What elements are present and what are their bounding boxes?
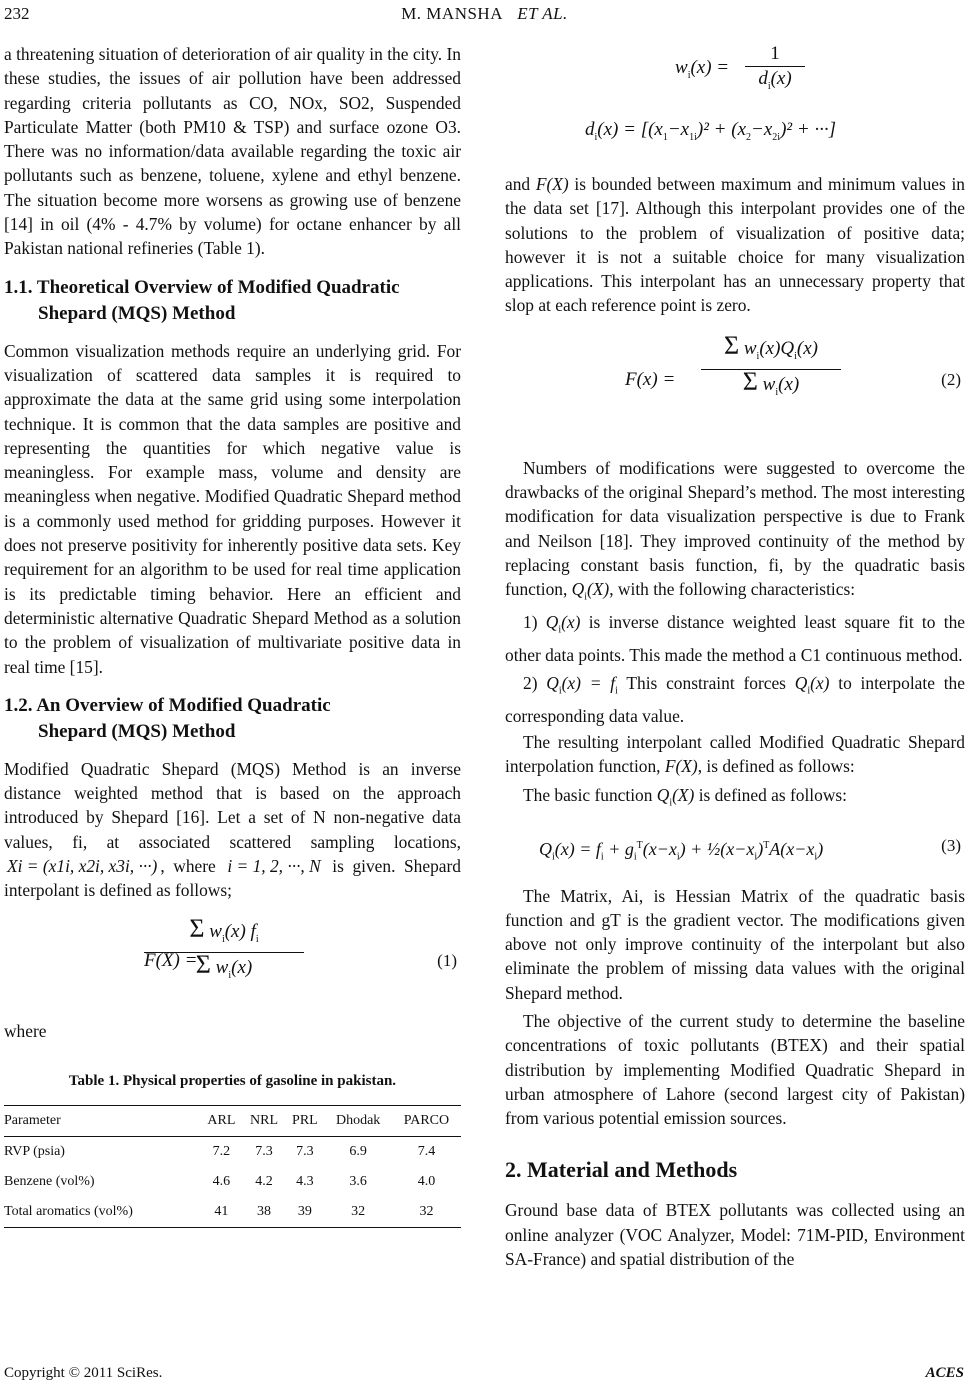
equation-2-number: (2) (941, 369, 961, 389)
where-label: where (4, 1020, 47, 1041)
gasoline-properties-table (4, 1105, 461, 1228)
section-heading-1-2: 1.2. An Overview of Modified Quadratic Shepard (MQS) Method (4, 694, 331, 742)
index-range-formula: i = 1, 2, ···, N (227, 856, 321, 877)
characteristic-1: 1) $Q_i(x)$ is inverse distance weighted least square fit to the other data points. This made the method a C1 continuous method. (505, 612, 965, 665)
journal-name: ACES (925, 1365, 964, 1381)
equation-2: F(x) = $\frac{\Sigma w_i(x)Q_i(x)}{\Sigma w_i(x)}$ (2) (625, 330, 961, 398)
table-row: Total aromatics (vol%) 41 38 39 32 32 (4, 1197, 461, 1228)
mqs-theory-paragraph: Common visualization methods require an underlying grid. For visualization of scattered data samples it is required to approximate the data at the same grid using some interpolation technique. It is common that the data samples are positive and representing the quantities for which negative value is meaningless. For example mass, volume and density are meaningless when negative. Modified Quadratic Shepard method is a commonly used method for gridding purposes. However it does not preserve positivity for inherently positive data sets. Key requirement for an algorithm to be used for real time application is its predictable timing behavior. Here an efficient and deterministic alternative Quadratic Shepard Method as a solution to the problem of visualization of multivariate positive data in real time [15]. (4, 340, 461, 677)
modifications-paragraph: Numbers of modifications were suggested to overcome the drawbacks of the original Shepard’s method. The most interesting modification for data visualization perspective is due to Frank and Neilson [18]. They improved continuity of the method by replacing constant basis function, fi, by the quadratic basis function, $Q_i(X)$, with the following characteristics: (505, 457, 965, 603)
table-row: RVP (psia) 7.2 7.3 7.3 6.9 7.4 (4, 1144, 436, 1160)
copyright: Copyright © 2011 SciRes. (4, 1365, 163, 1381)
table-header-row: Parameter ARL NRL PRL Dhodak PARCO (4, 1106, 461, 1137)
section-heading-2: 2. Material and Methods (505, 1157, 738, 1183)
hessian-paragraph: The Matrix, Ai, is Hessian Matrix of the quadratic basis function and gT is the gradient vector. The modifications given above not only improve continuity of the interpolant but also eliminate the problem of missing data values with the original Shepard method. (505, 885, 965, 1003)
section-heading-1-1: 1.1. Theoretical Overview of Modified Quadratic Shepard (MQS) Method (4, 276, 400, 324)
equation-1: $\frac{\Sigma w_i(x) f_i}{\Sigma w_i(x)}$ F(X) = (1) (144, 913, 457, 981)
equation-3: $Q_i(x) = f_i + g_i^T(x-x_i)$ + $\frac{1}{2}(x-x_i)^TA(x-x_i)$ (3) (539, 835, 961, 863)
author-name: M. MANSHA (401, 4, 503, 23)
basic-function-paragraph: The basic function $Q_i(X)$ is defined as follows: (523, 784, 847, 809)
bounded-paragraph: and F(X) is bounded between maximum and minimum values in the data set [17]. Although this interpolant provides one of the solutions to the problem of visualization of positive data; however it is not a suitable choice for many visualization applications. This interpolant has an unnecessary property that slop at each reference point is zero. (505, 174, 965, 316)
table-row: Benzene (vol%) 4.6 4.2 4.3 3.6 4.0 (4, 1174, 436, 1190)
page-number: 232 (4, 4, 30, 23)
characteristic-2: 2) $Q_i(x) = f_i$ This constraint forces $Q_i(x)$ to interpolate the corresponding data value. (505, 673, 965, 726)
objective-paragraph: The objective of the current study to determine the baseline concentrations of toxic pollutants (BTEX) and their spatial distribution by implementing Modified Quadratic Shepard in urban atmosphere of Lahore (second largest city of Pakistan) from various potential emission sources. (505, 1011, 965, 1129)
table-1-caption: Table 1. Physical properties of gasoline in pakistan. (68, 1072, 397, 1089)
mqs-overview-paragraph: Modified Quadratic Shepard (MQS) Method is an inverse distance weighted method that is based on the approach introduced by Shepard [16]. Let a set of N non-negative data values, fi, at associated scattered sampling locations, Xi = (x1i, x2i, x3i, ···) , where i = 1, 2, ···, N is given. Shepard interpolant is defined as follows; (4, 758, 461, 901)
equation-1-number: (1) (437, 950, 457, 970)
page-header (0, 4, 969, 28)
running-head (0, 4, 969, 24)
page-footer (4, 1365, 964, 1382)
equation-3-number: (3) (941, 835, 961, 855)
sampling-locations-formula: Xi = (x1i, x2i, x3i, ···) (7, 856, 158, 877)
right-column (505, 42, 965, 1271)
resulting-interpolant-paragraph: The resulting interpolant called Modified Quadratic Shepard interpolation function, F(X), is defined as follows: (505, 732, 965, 777)
intro-paragraph: a threatening situation of deterioration of air quality in the city. In these studies, the issues of air pollution have been addressed regarding criteria pollutants as CO, NOx, SO2, Suspended Particulate Matter (both PM10 & TSP) and surface ozone O3. There was no information/data available regarding the toxic air pollutants such as benzene, toluene, xylene and ethyl benzene. The situation become more worsens as growing use of benzene [14] in oil (4% - 4.7% by volume) for octane enhancer by all Pakistan national refineries (Table 1). (4, 44, 461, 259)
weight-equations: $w_i(x)$ = $\frac{1}{d_i(x)}$ $d_i(x) = [(x_1-x_{1i})^2 + (x_2-x_{2i})^2$ + ···] (585, 43, 837, 143)
left-column (4, 42, 461, 1228)
et-al: ET AL. (517, 4, 568, 23)
methods-paragraph: Ground base data of BTEX pollutants was collected using an online analyzer (VOC Analyzer, Model: 71M-PID, Environment SA-France) and spatial distribution of the (505, 1200, 965, 1270)
